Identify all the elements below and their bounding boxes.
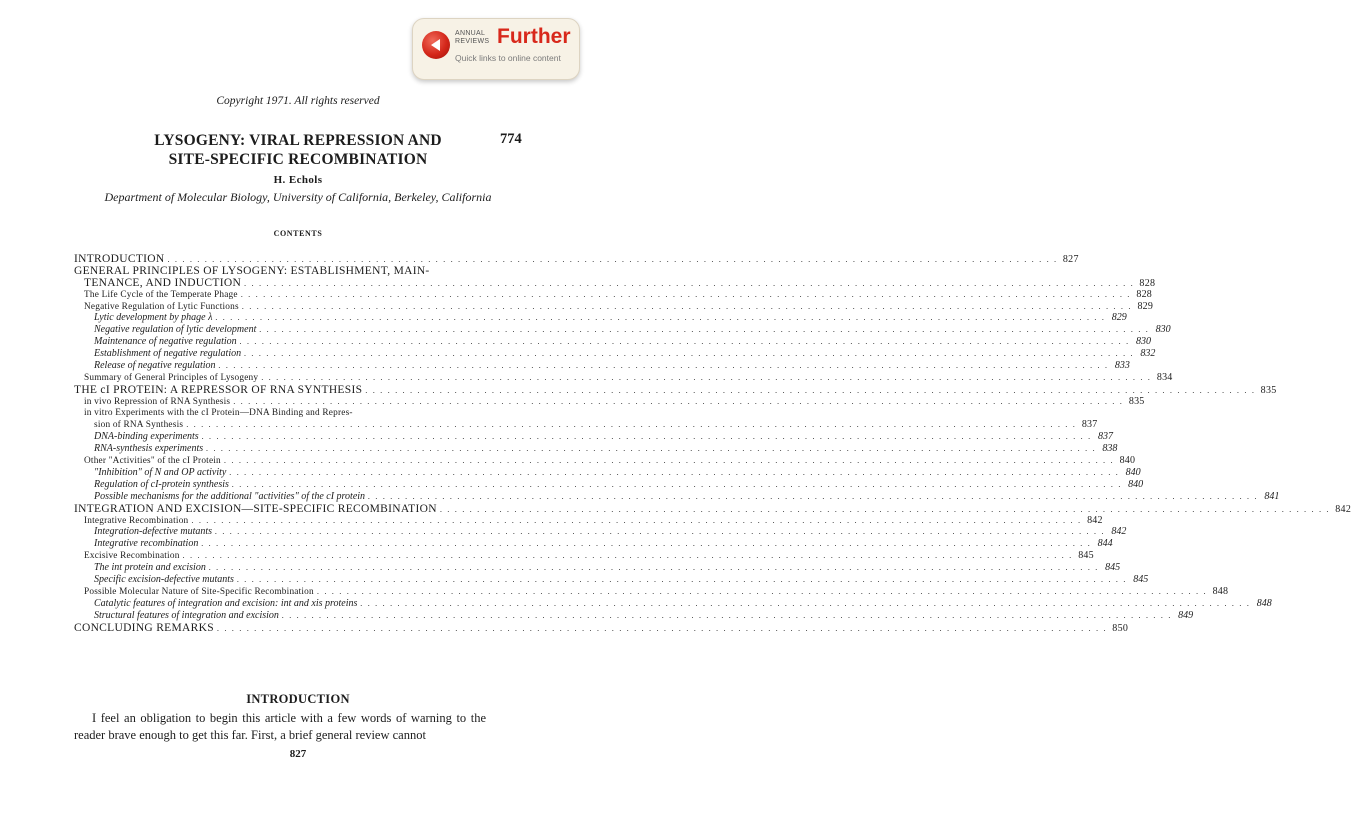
toc-entry <box>74 288 1152 301</box>
toc-entry <box>74 360 1130 372</box>
toc-entry-page: 830 <box>1155 324 1171 336</box>
toc-entry-label: Possible mechanisms for the additional "activities" of the cI protein <box>94 490 366 502</box>
toc-entry <box>74 265 486 277</box>
toc-entry-page: 838 <box>1102 443 1118 455</box>
further-online-content-badge[interactable] <box>412 18 580 80</box>
toc-entry-page: 835 <box>1260 384 1277 396</box>
badge-subtitle: Quick links to online content <box>455 53 561 63</box>
toc-entry-page: 835 <box>1128 395 1145 407</box>
toc-entry-label: RNA-synthesis experiments <box>94 443 204 455</box>
toc-entry-label: Establishment of negative regulation <box>94 348 242 360</box>
toc-leader-dots: . . . . . . . . . . . . . . . . . . . . . . . . . . . . . . . . . . . . . . . . . . . . . . . . . . . . . . . . . . . . . . . . . . . . . . . . . . . . . . . . . . . . . . . . . . . . . . . . . . . . . . . . . . . . . . . . . . . . . . . . <box>439 503 1331 514</box>
toc-entry-label: "Inhibition" of N and OP activity <box>94 467 227 479</box>
toc-leader-dots: . . . . . . . . . . . . . . . . . . . . . . . . . . . . . . . . . . . . . . . . . . . . . . . . . . . . . . . . . . . . . . . . . . . . . . . . . . . . . . . . . . . . . . . . . . . . . . . . . . . . . . . . . . . . . . . . . . . . . . . . <box>244 348 1135 359</box>
toc-entry <box>74 348 1156 360</box>
toc-entry-label: GENERAL PRINCIPLES OF LYSOGENY: ESTABLISHMENT, MAIN- <box>74 264 430 277</box>
toc-leader-dots: . . . . . . . . . . . . . . . . . . . . . . . . . . . . . . . . . . . . . . . . . . . . . . . . . . . . . . . . . . . . . . . . . . . . . . . . . . . . . . . . . . . . . . . . . . . . . . . . . . . . . . . . . . . . . . . . . . . . . . . . <box>215 526 1106 537</box>
toc-entry-page: 845 <box>1133 574 1149 586</box>
toc-entry-label: sion of RNA Synthesis <box>94 420 184 431</box>
toc-leader-dots: . . . . . . . . . . . . . . . . . . . . . . . . . . . . . . . . . . . . . . . . . . . . . . . . . . . . . . . . . . . . . . . . . . . . . . . . . . . . . . . . . . . . . . . . . . . . . . . . . . . . . . . . . . . . . . . . . . . . . . . . <box>201 431 1092 442</box>
toc-leader-dots: . . . . . . . . . . . . . . . . . . . . . . . . . . . . . . . . . . . . . . . . . . . . . . . . . . . . . . . . . . . . . . . . . . . . . . . . . . . . . . . . . . . . . . . . . . . . . . . . . . . . . . . . . . . . . . . . . . . . . . . . <box>208 562 1100 573</box>
toc-entry-label: Structural features of integration and excision <box>94 609 279 621</box>
toc-entry <box>74 526 1127 538</box>
toc-entry-label: CONCLUDING REMARKS <box>74 621 214 634</box>
toc-leader-dots: . . . . . . . . . . . . . . . . . . . . . . . . . . . . . . . . . . . . . . . . . . . . . . . . . . . . . . . . . . . . . . . . . . . . . . . . . . . . . . . . . . . . . . . . . . . . . . . . . . . . . . . . . . . . . . . . . . . . . . . . <box>167 254 1058 264</box>
toc-entry-label: in vitro Experiments with the cI Protein—DNA Binding and Repres- <box>84 407 353 418</box>
toc-entry <box>74 538 1113 550</box>
toc-entry-label: Possible Molecular Nature of Site-Specific Recombination <box>84 586 314 597</box>
toc-entry <box>74 490 1280 503</box>
author-name: H. Echols <box>273 174 323 186</box>
toc-entry <box>74 550 1094 562</box>
toc-entry <box>74 408 486 420</box>
toc-leader-dots: . . . . . . . . . . . . . . . . . . . . . . . . . . . . . . . . . . . . . . . . . . . . . . . . . . . . . . . . . . . . . . . . . . . . . . . . . . . . . . . . . . . . . . . . . . . . . . . . . . . . . . . . . . . . . . . . . . . . . . . . <box>182 550 1073 561</box>
toc-entry <box>74 467 1141 479</box>
toc-entry-label: INTRODUCTION <box>74 253 165 265</box>
toc-leader-dots: . . . . . . . . . . . . . . . . . . . . . . . . . . . . . . . . . . . . . . . . . . . . . . . . . . . . . . . . . . . . . . . . . . . . . . . . . . . . . . . . . . . . . . . . . . . . . . . . . . . . . . . . . . . . . . . . . . . . . . . . <box>244 277 1135 288</box>
toc-entry-label: THE cI PROTEIN: A REPRESSOR OF RNA SYNTHESIS <box>74 383 363 396</box>
toc-entry-label: in vivo Repression of RNA Synthesis <box>84 396 231 407</box>
toc-entry-label: Specific excision-defective mutants <box>94 574 234 586</box>
toc-entry-label: The int protein and excision <box>94 562 206 574</box>
toc-leader-dots: . . . . . . . . . . . . . . . . . . . . . . . . . . . . . . . . . . . . . . . . . . . . . . . . . . . . . . . . . . . . . . . . . . . . . . . . . . . . . . . . . . . . . . . . . . . . . . . . . . . . . . . . . . . . . . . . . . . . . . . . <box>316 585 1208 596</box>
toc-entry-label: Lytic development by phage λ <box>94 312 213 324</box>
toc-leader-dots: . . . . . . . . . . . . . . . . . . . . . . . . . . . . . . . . . . . . . . . . . . . . . . . . . . . . . . . . . . . . . . . . . . . . . . . . . . . . . . . . . . . . . . . . . . . . . . . . . . . . . . . . . . . . . . . . . . . . . . . . <box>201 538 1092 549</box>
toc-entry-label: Excisive Recombination <box>84 551 180 562</box>
badge-publisher-line-1: ANNUAL <box>455 30 486 37</box>
toc-leader-dots: . . . . . . . . . . . . . . . . . . . . . . . . . . . . . . . . . . . . . . . . . . . . . . . . . . . . . . . . . . . . . . . . . . . . . . . . . . . . . . . . . . . . . . . . . . . . . . . . . . . . . . . . . . . . . . . . . . . . . . . . <box>215 312 1106 323</box>
toc-entry <box>74 431 1113 443</box>
toc-entry-page: 837 <box>1097 431 1113 443</box>
toc-entry <box>74 609 1194 622</box>
toc-entry-page: 829 <box>1111 312 1127 324</box>
table-of-contents <box>74 253 1351 634</box>
toc-entry-page: 833 <box>1114 360 1130 372</box>
toc-entry-page: 827 <box>1062 254 1079 265</box>
toc-entry-label: Integration-defective mutants <box>94 526 213 538</box>
toc-entry <box>74 336 1151 348</box>
toc-entry-label: Maintenance of negative regulation <box>94 336 237 348</box>
toc-leader-dots: . . . . . . . . . . . . . . . . . . . . . . . . . . . . . . . . . . . . . . . . . . . . . . . . . . . . . . . . . . . . . . . . . . . . . . . . . . . . . . . . . . . . . . . . . . . . . . . . . . . . . . . . . . . . . . . . . . . . . . . . <box>216 622 1108 633</box>
toc-entry <box>74 312 1127 324</box>
toc-entry-page: 842 <box>1335 503 1351 515</box>
toc-leader-dots: . . . . . . . . . . . . . . . . . . . . . . . . . . . . . . . . . . . . . . . . . . . . . . . . . . . . . . . . . . . . . . . . . . . . . . . . . . . . . . . . . . . . . . . . . . . . . . . . . . . . . . . . . . . . . . . . . . . . . . . . <box>241 300 1133 311</box>
title-line-2: SITE-SPECIFIC RECOMBINATION <box>168 151 428 168</box>
body-paragraph: I feel an obligation to begin this article with a few words of warning to the reader brave enough to get this far. First, a brief general review cannot <box>74 711 486 742</box>
toc-entry-page: 842 <box>1111 526 1127 538</box>
toc-leader-dots: . . . . . . . . . . . . . . . . . . . . . . . . . . . . . . . . . . . . . . . . . . . . . . . . . . . . . . . . . . . . . . . . . . . . . . . . . . . . . . . . . . . . . . . . . . . . . . . . . . . . . . . . . . . . . . . . . . . . . . . . <box>368 490 1259 501</box>
toc-entry-label: DNA-binding experiments <box>94 431 199 443</box>
badge-publisher <box>455 30 489 46</box>
toc-entry-page: 845 <box>1078 550 1094 562</box>
toc-entry-label: Other "Activities" of the cI Protein <box>84 456 221 467</box>
toc-leader-dots: . . . . . . . . . . . . . . . . . . . . . . . . . . . . . . . . . . . . . . . . . . . . . . . . . . . . . . . . . . . . . . . . . . . . . . . . . . . . . . . . . . . . . . . . . . . . . . . . . . . . . . . . . . . . . . . . . . . . . . . . <box>261 371 1152 382</box>
toc-entry-page: 840 <box>1125 467 1141 479</box>
body-text <box>74 710 486 744</box>
toc-entry-label: INTEGRATION AND EXCISION—SITE-SPECIFIC RECOMBINATION <box>74 502 437 515</box>
toc-entry-page: 840 <box>1119 455 1136 467</box>
toc-entry-page: 849 <box>1178 609 1194 621</box>
toc-leader-dots: . . . . . . . . . . . . . . . . . . . . . . . . . . . . . . . . . . . . . . . . . . . . . . . . . . . . . . . . . . . . . . . . . . . . . . . . . . . . . . . . . . . . . . . . . . . . . . . . . . . . . . . . . . . . . . . . . . . . . . . . <box>223 455 1115 466</box>
toc-entry <box>74 562 1121 574</box>
toc-entry-label: Summary of General Principles of Lysogeny <box>84 372 259 383</box>
toc-entry-label: Integrative Recombination <box>84 515 189 526</box>
badge-publisher-line-2: REVIEWS <box>455 38 490 45</box>
toc-entry-label: Integrative recombination <box>94 538 199 550</box>
toc-entry <box>74 395 1145 408</box>
toc-entry-page: 844 <box>1097 538 1113 550</box>
toc-entry-page: 848 <box>1212 585 1229 597</box>
toc-leader-dots: . . . . . . . . . . . . . . . . . . . . . . . . . . . . . . . . . . . . . . . . . . . . . . . . . . . . . . . . . . . . . . . . . . . . . . . . . . . . . . . . . . . . . . . . . . . . . . . . . . . . . . . . . . . . . . . . . . . . . . . . <box>233 395 1124 406</box>
toc-leader-dots: . . . . . . . . . . . . . . . . . . . . . . . . . . . . . . . . . . . . . . . . . . . . . . . . . . . . . . . . . . . . . . . . . . . . . . . . . . . . . . . . . . . . . . . . . . . . . . . . . . . . . . . . . . . . . . . . . . . . . . . . <box>186 419 1077 430</box>
toc-leader-dots: . . . . . . . . . . . . . . . . . . . . . . . . . . . . . . . . . . . . . . . . . . . . . . . . . . . . . . . . . . . . . . . . . . . . . . . . . . . . . . . . . . . . . . . . . . . . . . . . . . . . . . . . . . . . . . . . . . . . . . . . <box>259 324 1150 335</box>
copyright-line: Copyright 1971. All rights reserved <box>216 95 380 107</box>
toc-entry-page: 834 <box>1156 371 1173 383</box>
author-affiliation: Department of Molecular Biology, University of California, Berkeley, California <box>104 190 492 204</box>
toc-entry-page: 842 <box>1087 514 1103 526</box>
toc-entry-page: 841 <box>1264 490 1280 502</box>
toc-entry-label: Negative Regulation of Lytic Functions <box>84 301 239 312</box>
toc-entry-label: Negative regulation of lytic development <box>94 324 257 336</box>
toc-entry <box>74 324 1171 336</box>
toc-entry <box>74 621 1129 634</box>
toc-entry <box>74 502 1351 515</box>
toc-entry <box>74 276 1156 289</box>
page-number: 827 <box>289 748 307 760</box>
toc-entry <box>74 597 1272 610</box>
introduction-heading: INTRODUCTION <box>246 692 350 706</box>
toc-leader-dots: . . . . . . . . . . . . . . . . . . . . . . . . . . . . . . . . . . . . . . . . . . . . . . . . . . . . . . . . . . . . . . . . . . . . . . . . . . . . . . . . . . . . . . . . . . . . . . . . . . . . . . . . . . . . . . . . . . . . . . . . <box>365 384 1256 395</box>
toc-leader-dots: . . . . . . . . . . . . . . . . . . . . . . . . . . . . . . . . . . . . . . . . . . . . . . . . . . . . . . . . . . . . . . . . . . . . . . . . . . . . . . . . . . . . . . . . . . . . . . . . . . . . . . . . . . . . . . . . . . . . . . . . <box>218 360 1109 371</box>
toc-entry <box>74 574 1149 586</box>
toc-leader-dots: . . . . . . . . . . . . . . . . . . . . . . . . . . . . . . . . . . . . . . . . . . . . . . . . . . . . . . . . . . . . . . . . . . . . . . . . . . . . . . . . . . . . . . . . . . . . . . . . . . . . . . . . . . . . . . . . . . . . . . . . <box>281 609 1173 620</box>
toc-leader-dots: . . . . . . . . . . . . . . . . . . . . . . . . . . . . . . . . . . . . . . . . . . . . . . . . . . . . . . . . . . . . . . . . . . . . . . . . . . . . . . . . . . . . . . . . . . . . . . . . . . . . . . . . . . . . . . . . . . . . . . . . <box>206 443 1097 454</box>
toc-entry <box>74 455 1136 467</box>
toc-leader-dots: . . . . . . . . . . . . . . . . . . . . . . . . . . . . . . . . . . . . . . . . . . . . . . . . . . . . . . . . . . . . . . . . . . . . . . . . . . . . . . . . . . . . . . . . . . . . . . . . . . . . . . . . . . . . . . . . . . . . . . . . <box>229 467 1120 478</box>
toc-entry-page: 828 <box>1136 288 1152 300</box>
toc-entry <box>74 253 1079 265</box>
toc-entry <box>74 585 1229 598</box>
toc-entry-label: The Life Cycle of the Temperate Phage <box>84 289 238 300</box>
toc-leader-dots: . . . . . . . . . . . . . . . . . . . . . . . . . . . . . . . . . . . . . . . . . . . . . . . . . . . . . . . . . . . . . . . . . . . . . . . . . . . . . . . . . . . . . . . . . . . . . . . . . . . . . . . . . . . . . . . . . . . . . . . . <box>236 574 1128 585</box>
toc-entry-page: 829 <box>1137 300 1154 312</box>
contents-heading: CONTENTS <box>273 229 323 238</box>
toc-leader-dots: . . . . . . . . . . . . . . . . . . . . . . . . . . . . . . . . . . . . . . . . . . . . . . . . . . . . . . . . . . . . . . . . . . . . . . . . . . . . . . . . . . . . . . . . . . . . . . . . . . . . . . . . . . . . . . . . . . . . . . . . <box>191 514 1082 525</box>
toc-entry-page: 840 <box>1128 478 1144 490</box>
toc-leader-dots: . . . . . . . . . . . . . . . . . . . . . . . . . . . . . . . . . . . . . . . . . . . . . . . . . . . . . . . . . . . . . . . . . . . . . . . . . . . . . . . . . . . . . . . . . . . . . . . . . . . . . . . . . . . . . . . . . . . . . . . . <box>360 597 1251 608</box>
toc-entry-page: 850 <box>1112 622 1129 634</box>
toc-entry-label: Catalytic features of integration and excision: int and xis proteins <box>94 597 358 609</box>
toc-entry-label: Regulation of cI-protein synthesis <box>94 478 229 490</box>
toc-entry-page: 830 <box>1135 336 1151 348</box>
toc-entry <box>74 383 1277 396</box>
toc-entry-page: 837 <box>1081 419 1098 431</box>
toc-entry-page: 828 <box>1139 277 1156 289</box>
toc-entry <box>74 419 1098 431</box>
toc-leader-dots: . . . . . . . . . . . . . . . . . . . . . . . . . . . . . . . . . . . . . . . . . . . . . . . . . . . . . . . . . . . . . . . . . . . . . . . . . . . . . . . . . . . . . . . . . . . . . . . . . . . . . . . . . . . . . . . . . . . . . . . . <box>240 288 1131 299</box>
badge-word: Further <box>497 25 571 48</box>
toc-leader-dots: . . . . . . . . . . . . . . . . . . . . . . . . . . . . . . . . . . . . . . . . . . . . . . . . . . . . . . . . . . . . . . . . . . . . . . . . . . . . . . . . . . . . . . . . . . . . . . . . . . . . . . . . . . . . . . . . . . . . . . . . <box>239 336 1130 347</box>
toc-entry-label: Release of negative regulation <box>94 360 216 372</box>
toc-entry-page: 848 <box>1256 597 1272 609</box>
toc-entry <box>74 300 1154 313</box>
toc-entry-label: TENANCE, AND INDUCTION <box>84 276 242 289</box>
toc-entry <box>74 514 1103 527</box>
toc-entry <box>74 478 1144 491</box>
volume-page-number: 774 <box>500 131 522 147</box>
toc-entry-page: 845 <box>1105 562 1121 574</box>
toc-entry <box>74 443 1118 455</box>
toc-entry <box>74 371 1173 384</box>
play-back-arrow-icon <box>422 31 450 59</box>
toc-entry-page: 832 <box>1140 348 1156 360</box>
title-line-1: LYSOGENY: VIRAL REPRESSION AND <box>154 132 442 149</box>
toc-leader-dots: . . . . . . . . . . . . . . . . . . . . . . . . . . . . . . . . . . . . . . . . . . . . . . . . . . . . . . . . . . . . . . . . . . . . . . . . . . . . . . . . . . . . . . . . . . . . . . . . . . . . . . . . . . . . . . . . . . . . . . . . <box>231 478 1123 489</box>
